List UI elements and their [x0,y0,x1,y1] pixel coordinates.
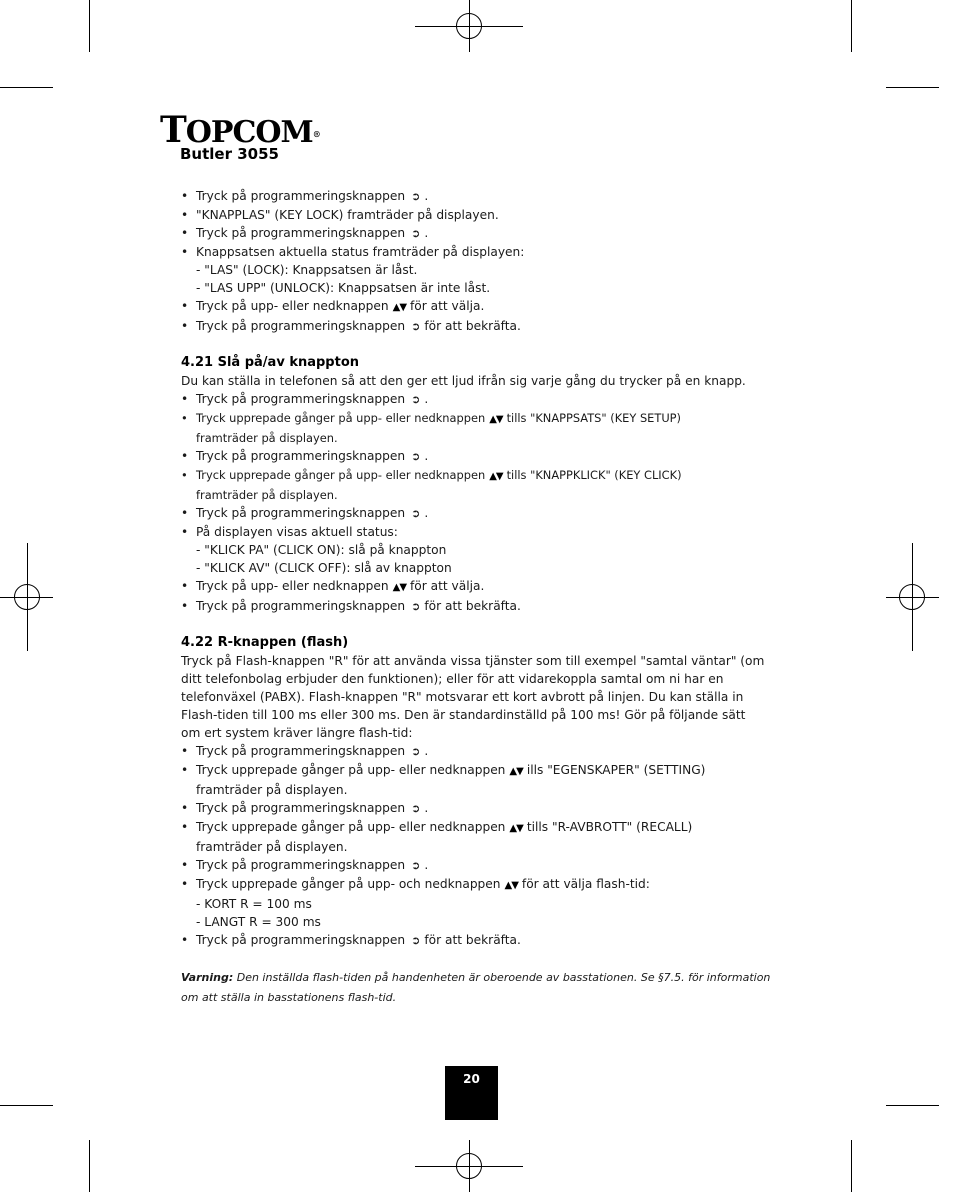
list-item: • Tryck på programmeringsknappen ➲ för att bekräfta. [181,317,781,336]
crop-mark [89,1140,90,1192]
program-key-icon: ➲ [411,859,421,872]
section-heading: 4.22 R-knappen (flash) [181,635,349,650]
up-down-keys-icon: ▲▼ [509,766,523,777]
list-item: • Tryck på programmeringsknappen ➲ . [181,742,781,761]
up-down-keys-icon: ▲▼ [509,823,523,834]
list-item: • Tryck på programmeringsknappen ➲ . [181,224,781,243]
sub-item: - "KLICK AV" (CLICK OFF): slå av knappton [196,561,452,575]
topcom-logo: TOPCOM® [160,109,320,151]
program-key-icon: ➲ [411,802,421,815]
list-item: • Tryck upprepade gånger på upp- eller nedknappen ▲▼ tills "R-AVBROTT" (RECALL) framträder på displayen. [181,818,781,856]
registration-circle [899,584,925,610]
sub-item: - "KLICK PA" (CLICK ON): slå på knappton [196,543,447,557]
list-item: • Tryck på upp- eller nedknappen ▲▼ för att välja. [181,297,781,317]
program-key-icon: ➲ [411,934,421,947]
list-item: • På displayen visas aktuell status: [181,523,781,541]
sub-item: - LANGT R = 300 ms [196,915,321,929]
list-item: • Tryck på programmeringsknappen ➲ . [181,799,781,818]
list-item: • "KNAPPLAS" (KEY LOCK) framträder på displayen. [181,206,781,224]
section-heading: 4.21 Slå på/av knappton [181,355,360,370]
crop-mark [0,87,53,88]
list-item: • Tryck på programmeringsknappen ➲ för att bekräfta. [181,597,781,616]
list-item: • Tryck upprepade gånger på upp- eller nedknappen ▲▼ ills "EGENSKAPER" (SETTING) framträder på displayen. [181,761,781,799]
crop-mark [0,1105,53,1106]
up-down-keys-icon: ▲▼ [489,414,503,425]
up-down-keys-icon: ▲▼ [392,302,407,313]
list-item: • Tryck på programmeringsknappen ➲ . [181,447,781,466]
manual-content [181,187,781,1008]
list-item: • Tryck upprepade gånger på upp- eller nedknappen ▲▼ tills "KNAPPKLICK" (KEY CLICK) framträder på displayen. [181,466,781,504]
model-name: Butler 3055 [180,145,279,163]
list-item: • Tryck på upp- eller nedknappen ▲▼ för att välja. [181,577,781,597]
paragraph: Du kan ställa in telefonen så att den ger ett ljud ifrån sig varje gång du trycker på en knapp. [181,374,746,388]
program-key-icon: ➲ [411,745,421,758]
program-key-icon: ➲ [411,320,421,333]
list-item: • Tryck på programmeringsknappen ➲ för att bekräfta. [181,931,781,950]
list-item: • Tryck på programmeringsknappen ➲ . [181,504,781,523]
registration-circle [456,13,482,39]
warning-label: Varning: [181,971,234,984]
list-item: • Knappsatsen aktuella status framträder på displayen: [181,243,781,261]
crop-mark [886,87,939,88]
registration-circle [456,1153,482,1179]
registration-circle [14,584,40,610]
list-item: • Tryck på programmeringsknappen ➲ . [181,187,781,206]
list-item: • Tryck upprepade gånger på upp- och nedknappen ▲▼ för att välja flash-tid: [181,875,781,895]
program-key-icon: ➲ [411,227,421,240]
program-key-icon: ➲ [411,600,421,613]
list-item: • Tryck upprepade gånger på upp- eller nedknappen ▲▼ tills "KNAPPSATS" (KEY SETUP) framträder på displayen. [181,409,781,447]
crop-mark [851,1140,852,1192]
up-down-keys-icon: ▲▼ [489,471,503,482]
paragraph: Tryck på Flash-knappen "R" för att använda vissa tjänster som till exempel "samtal väntar" (om ditt telefonbolag erbjuder den funktionen); eller för att vidarekoppla samtal om ni har en telefonväxel (PABX). Flash-knappen "R" motsvarar ett kort avbrott på linjen. Du kan ställa in Flash-tiden till 100 ms eller 300 ms. Den är standardinställd på 100 ms! Gör på följande sätt om ert system kräver längre flash-tid: [181,654,765,740]
list-item: • Tryck på programmeringsknappen ➲ . [181,390,781,409]
up-down-keys-icon: ▲▼ [504,880,518,891]
crop-mark [89,0,90,52]
crop-mark [886,1105,939,1106]
program-key-icon: ➲ [411,190,421,203]
sub-item: - "LAS" (LOCK): Knappsatsen är låst. [196,263,418,277]
program-key-icon: ➲ [411,393,421,406]
crop-mark [851,0,852,52]
sub-item: - "LAS UPP" (UNLOCK): Knappsatsen är inte låst. [196,281,491,295]
program-key-icon: ➲ [411,450,421,463]
up-down-keys-icon: ▲▼ [392,582,407,593]
list-item: • Tryck på programmeringsknappen ➲ . [181,856,781,875]
sub-item: - KORT R = 100 ms [196,897,312,911]
warning-note: Varning: Den inställda flash-tiden på handenheten är oberoende av basstationen. Se §7.5. för information om att ställa in basstationens flash-tid. [181,971,771,1004]
page-number: 20 [445,1066,498,1120]
program-key-icon: ➲ [411,507,421,520]
